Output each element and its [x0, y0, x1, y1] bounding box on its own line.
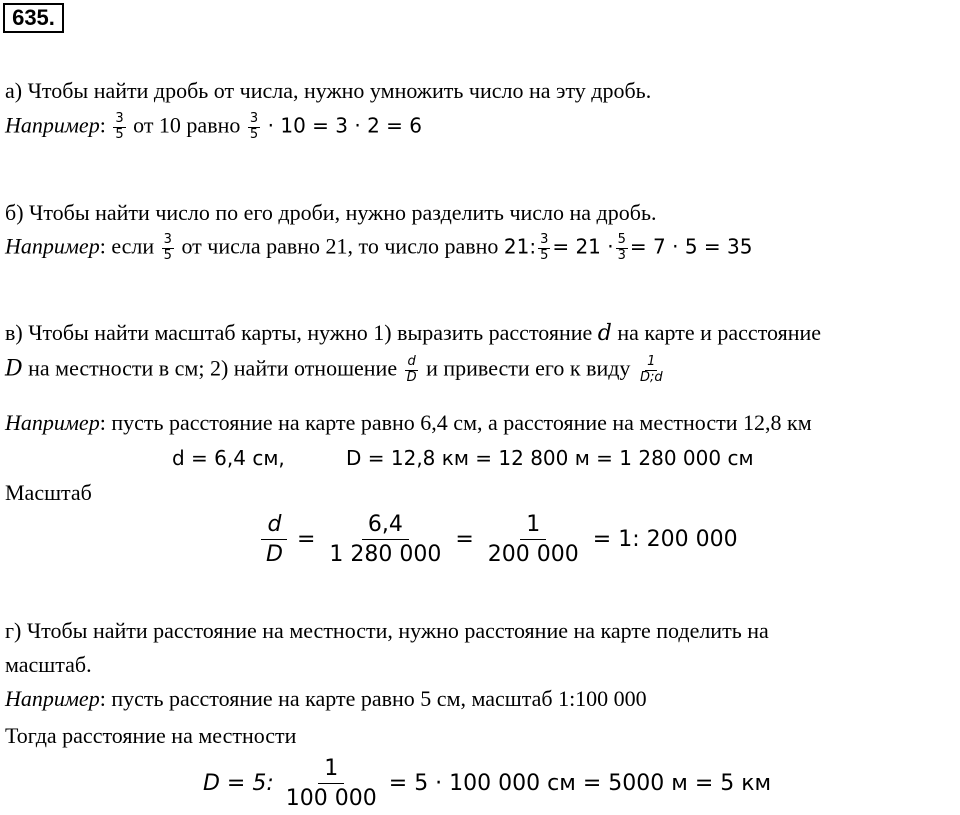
- fraction: [248, 112, 260, 143]
- fraction-numerator: d: [407, 354, 416, 369]
- fraction: [260, 512, 289, 568]
- fraction-denominator: 200 000: [487, 542, 579, 568]
- example-d: [5, 688, 647, 710]
- text: от числа равно 21, то число равно: [175, 233, 504, 259]
- fraction-numerator: 3: [163, 232, 172, 247]
- fraction-denominator: 1 280 000: [329, 542, 442, 568]
- text: : пусть расстояние на карте равно 6,4 см, а расстояние на местности 12,8 км: [99, 410, 812, 435]
- problem-number: 635.: [3, 3, 64, 33]
- fraction: [538, 233, 550, 264]
- text: от 10 равно: [127, 112, 246, 138]
- fraction-numerator: d: [261, 512, 287, 540]
- fraction: [323, 512, 447, 568]
- fraction: [162, 233, 174, 264]
- equation: · 10 = 3 · 2 = 6: [267, 113, 422, 138]
- equation: = 21 ·: [552, 234, 614, 259]
- fraction-numerator: 1: [318, 756, 344, 784]
- example-a: [5, 112, 422, 143]
- fraction-numerator: 1: [520, 512, 546, 540]
- fraction-denominator: 5: [163, 247, 172, 263]
- variable: D: [5, 356, 23, 382]
- equals-sign: =: [296, 527, 316, 553]
- example-b: [5, 233, 752, 264]
- rule-c-line2: [5, 355, 667, 386]
- fraction-denominator: 5: [540, 247, 549, 263]
- example-label: Например: [5, 233, 100, 259]
- fraction: [482, 512, 585, 568]
- fraction-denominator: 100 000: [285, 786, 377, 812]
- then-text: Тогда расстояние на местности: [5, 723, 297, 748]
- rule-c-line1: [5, 322, 821, 345]
- equals-sign: =: [455, 527, 474, 553]
- example-label: Например: [5, 686, 100, 711]
- fraction-denominator: D: [406, 369, 417, 385]
- scale-label: Масштаб: [5, 480, 92, 505]
- rule-d-line1: г) Чтобы найти расстояние на местности, нужно расстояние на карте поделить на: [5, 618, 769, 643]
- text: в) Чтобы найти масштаб карты, нужно 1) выразить расстояние: [5, 320, 598, 345]
- equation: = 1: 200 000: [592, 527, 738, 553]
- equation-d: d = 6,4 см,: [172, 446, 285, 470]
- fraction-denominator: 5: [249, 126, 259, 142]
- fraction-numerator: 3: [249, 111, 259, 126]
- fraction-denominator: 3: [617, 247, 626, 263]
- example-c: [5, 412, 812, 434]
- equation: = 7 · 5 = 35: [629, 234, 753, 259]
- text: на карте и расстояние: [611, 320, 822, 345]
- equation: = 5 · 100 000 см = 5000 м = 5 км: [388, 771, 772, 797]
- fraction-numerator: 6,4: [362, 512, 409, 540]
- fraction: [280, 756, 383, 812]
- rule-a: а) Чтобы найти дробь от числа, нужно умножить число на эту дробь.: [5, 78, 652, 103]
- fraction-numerator: 3: [115, 111, 124, 126]
- fraction: [113, 112, 125, 143]
- colon: :: [99, 112, 106, 138]
- text: на местности в см; 2) найти отношение: [22, 355, 403, 381]
- rule-b: б) Чтобы найти число по его дроби, нужно разделить число на дробь.: [5, 200, 657, 225]
- scale-equation: [258, 512, 738, 568]
- fraction: [405, 355, 419, 386]
- fraction-denominator: D;d: [639, 369, 663, 385]
- fraction-numerator: 3: [540, 232, 549, 247]
- fraction: [638, 355, 665, 386]
- rule-d-line2: масштаб.: [5, 652, 92, 677]
- fraction-denominator: D: [266, 542, 283, 568]
- equation-D: D = 12,8 км = 12 800 м = 1 280 000 см: [346, 446, 754, 470]
- text: : если: [99, 233, 160, 259]
- example-label: Например: [5, 112, 100, 138]
- text: : пусть расстояние на карте равно 5 см, масштаб 1:100 000: [99, 686, 647, 711]
- distance-equation: [203, 756, 771, 812]
- text: и привести его к виду: [420, 355, 636, 381]
- fraction-numerator: 5: [617, 232, 626, 247]
- fraction: [616, 233, 628, 264]
- fraction-numerator: 1: [647, 354, 656, 369]
- example-label: Например: [5, 410, 100, 435]
- equation: 21:: [503, 234, 537, 259]
- equation: D = 5:: [203, 771, 274, 797]
- fraction-denominator: 5: [115, 126, 124, 142]
- variable: d: [597, 321, 612, 346]
